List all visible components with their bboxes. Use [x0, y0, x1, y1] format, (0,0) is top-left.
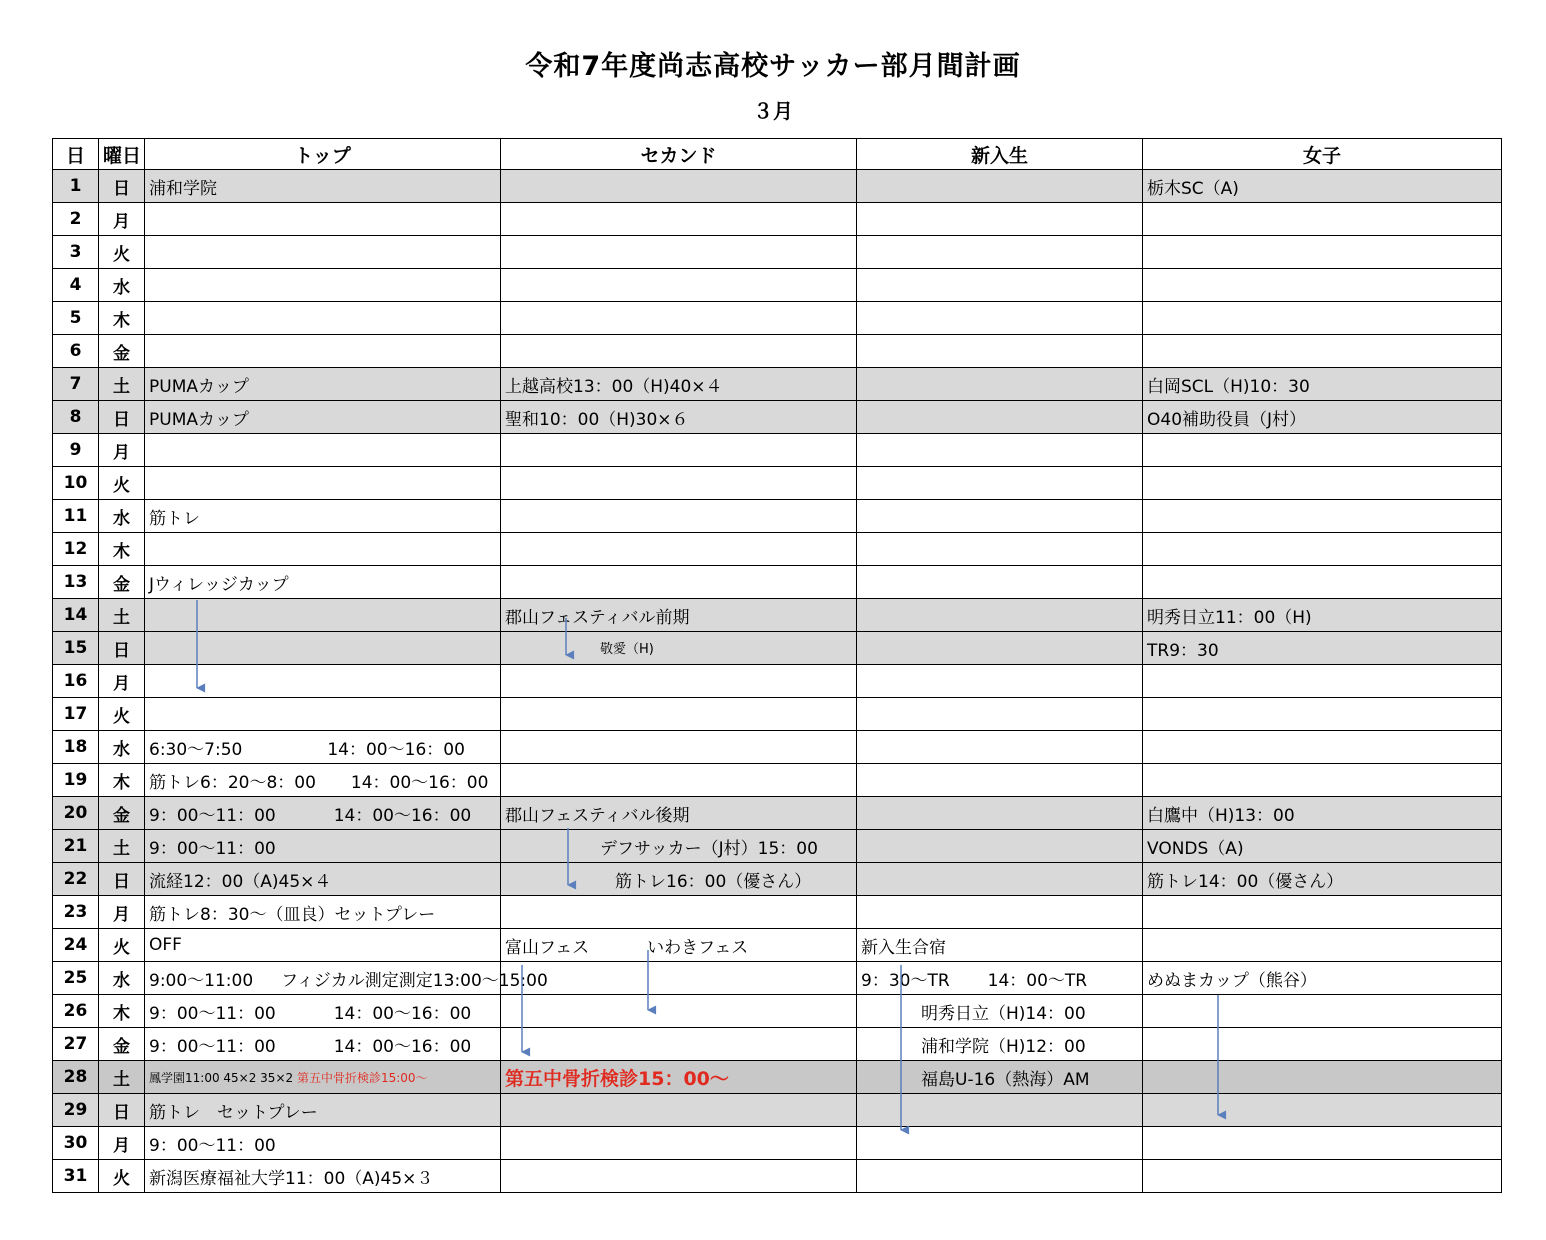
table-row — [53, 1028, 1502, 1061]
table-row — [53, 335, 1502, 368]
day-cell: 3 — [53, 236, 99, 269]
girls-cell: 明秀日立11：00（H) — [1143, 599, 1502, 632]
dow-cell: 土 — [99, 1061, 145, 1094]
dow-cell: 木 — [99, 533, 145, 566]
top-cell: Jウィレッジカップ — [145, 566, 501, 599]
day-cell: 7 — [53, 368, 99, 401]
second-cell — [501, 1160, 857, 1193]
girls-cell — [1143, 434, 1502, 467]
top-cell-time-a: 9：00～11：00 — [149, 1003, 276, 1024]
girls-cell: TR9：30 — [1143, 632, 1502, 665]
dow-cell: 月 — [99, 203, 145, 236]
day-cell: 8 — [53, 401, 99, 434]
top-cell: 新潟医療福祉大学11：00（A)45×３ — [145, 1160, 501, 1193]
top-cell-time-a: 9：00～11：00 — [149, 1036, 276, 1057]
table-row — [53, 1127, 1502, 1160]
girls-cell: 筋トレ14：00（優さん） — [1143, 863, 1502, 896]
dow-cell: 土 — [99, 368, 145, 401]
newcomer-cell — [857, 434, 1143, 467]
header-row — [53, 139, 1502, 170]
top-cell — [145, 1028, 501, 1061]
dow-cell: 月 — [99, 434, 145, 467]
top-cell — [145, 797, 501, 830]
table-row — [53, 203, 1502, 236]
header-dow: 曜日 — [99, 139, 145, 170]
second-cell — [501, 632, 857, 665]
top-cell — [145, 599, 501, 632]
table-row — [53, 1094, 1502, 1127]
second-cell — [501, 1094, 857, 1127]
dow-cell: 日 — [99, 632, 145, 665]
newcomer-cell — [857, 1127, 1143, 1160]
top-cell-time-b: 14：00～16：00 — [350, 772, 489, 793]
dow-cell: 日 — [99, 170, 145, 203]
table-row — [53, 995, 1502, 1028]
table-row — [53, 863, 1502, 896]
day-cell: 27 — [53, 1028, 99, 1061]
dow-cell: 日 — [99, 863, 145, 896]
top-cell-time-a: 6:30～7:50 — [149, 739, 243, 760]
table-row — [53, 665, 1502, 698]
newcomer-cell-time-a: 9：30～TR — [861, 970, 950, 991]
newcomer-cell — [857, 269, 1143, 302]
newcomer-cell — [857, 962, 1143, 995]
top-cell-time-b: 14：00～16：00 — [327, 739, 465, 760]
day-cell: 17 — [53, 698, 99, 731]
second-cell — [501, 863, 857, 896]
second-cell-medical-note: 第五中骨折検診15：00～ — [505, 1067, 729, 1090]
girls-cell — [1143, 731, 1502, 764]
second-cell — [501, 236, 857, 269]
second-cell — [501, 830, 857, 863]
table-row — [53, 269, 1502, 302]
dow-cell: 金 — [99, 1028, 145, 1061]
table-row — [53, 434, 1502, 467]
newcomer-cell-text: 福島U-16（熱海）AM — [921, 1069, 1090, 1090]
top-cell: PUMAカップ — [145, 368, 501, 401]
header-girls: 女子 — [1143, 139, 1502, 170]
day-cell: 31 — [53, 1160, 99, 1193]
table-row — [53, 236, 1502, 269]
newcomer-cell — [857, 797, 1143, 830]
newcomer-cell-text: 明秀日立（H)14：00 — [921, 1003, 1086, 1024]
top-cell: 9：00～11：00 — [145, 830, 501, 863]
girls-cell — [1143, 467, 1502, 500]
table-row — [53, 467, 1502, 500]
dow-cell: 火 — [99, 929, 145, 962]
top-cell: OFF — [145, 929, 501, 962]
dow-cell: 月 — [99, 896, 145, 929]
girls-cell — [1143, 533, 1502, 566]
top-cell-time-a: 筋トレ6：20～8：00 — [149, 772, 316, 793]
table-row — [53, 731, 1502, 764]
top-cell: 筋トレ8：30～（皿良）セットプレー — [145, 896, 501, 929]
second-cell — [501, 434, 857, 467]
table-row — [53, 533, 1502, 566]
dow-cell: 土 — [99, 599, 145, 632]
newcomer-cell-text: 浦和学院（H)12：00 — [921, 1036, 1086, 1057]
month-label: ３月 — [753, 99, 793, 123]
table-row — [53, 632, 1502, 665]
dow-cell: 月 — [99, 665, 145, 698]
newcomer-cell — [857, 1061, 1143, 1094]
newcomer-cell — [857, 566, 1143, 599]
second-cell: 郡山フェスティバル後期 — [501, 797, 857, 830]
newcomer-cell — [857, 896, 1143, 929]
day-cell: 2 — [53, 203, 99, 236]
girls-cell — [1143, 500, 1502, 533]
newcomer-cell — [857, 368, 1143, 401]
top-cell: 9：00～11：00 — [145, 1127, 501, 1160]
dow-cell: 日 — [99, 1094, 145, 1127]
second-cell — [501, 500, 857, 533]
header-second: セカンド — [501, 139, 857, 170]
dow-cell: 木 — [99, 764, 145, 797]
dow-cell: 火 — [99, 236, 145, 269]
day-cell: 13 — [53, 566, 99, 599]
second-cell — [501, 467, 857, 500]
page-title: 令和7年度尚志高校サッカー部月間計画 — [525, 51, 1021, 82]
table-row — [53, 830, 1502, 863]
day-cell: 12 — [53, 533, 99, 566]
newcomer-cell — [857, 764, 1143, 797]
second-cell — [501, 533, 857, 566]
dow-cell: 火 — [99, 467, 145, 500]
dow-cell: 水 — [99, 962, 145, 995]
top-cell — [145, 764, 501, 797]
top-cell — [145, 962, 548, 995]
newcomer-cell — [857, 698, 1143, 731]
top-cell-time-b: フィジカル測定測定13:00～15:00 — [281, 970, 548, 991]
day-cell: 23 — [53, 896, 99, 929]
girls-cell — [1143, 566, 1502, 599]
girls-cell — [1143, 335, 1502, 368]
table-row — [53, 368, 1502, 401]
day-cell: 14 — [53, 599, 99, 632]
day-cell: 22 — [53, 863, 99, 896]
day-cell: 18 — [53, 731, 99, 764]
second-cell — [501, 929, 857, 962]
newcomer-cell — [857, 1094, 1143, 1127]
top-cell — [145, 632, 501, 665]
day-cell: 29 — [53, 1094, 99, 1127]
second-cell-event-a: 富山フェス — [505, 937, 590, 958]
newcomer-cell — [857, 830, 1143, 863]
dow-cell: 火 — [99, 1160, 145, 1193]
day-cell: 11 — [53, 500, 99, 533]
newcomer-cell — [857, 401, 1143, 434]
girls-cell — [1143, 698, 1502, 731]
girls-cell — [1143, 665, 1502, 698]
top-cell-time-a: 9：00～11：00 — [149, 805, 276, 826]
girls-cell: めぬまカップ（熊谷） — [1143, 962, 1502, 995]
top-cell — [145, 203, 501, 236]
second-cell: 郡山フェスティバル前期 — [501, 599, 857, 632]
newcomer-cell — [857, 467, 1143, 500]
girls-cell — [1143, 1028, 1502, 1061]
newcomer-cell — [857, 632, 1143, 665]
table-row — [53, 500, 1502, 533]
top-cell — [145, 434, 501, 467]
top-cell — [145, 335, 501, 368]
dow-cell: 木 — [99, 302, 145, 335]
girls-cell — [1143, 1094, 1502, 1127]
dow-cell: 土 — [99, 830, 145, 863]
table-row — [53, 929, 1502, 962]
second-cell — [501, 665, 857, 698]
newcomer-cell — [857, 533, 1143, 566]
dow-cell: 水 — [99, 269, 145, 302]
day-cell: 28 — [53, 1061, 99, 1094]
newcomer-cell — [857, 500, 1143, 533]
dow-cell: 金 — [99, 566, 145, 599]
table-row — [53, 797, 1502, 830]
dow-cell: 金 — [99, 335, 145, 368]
top-cell: 筋トレ セットプレー — [145, 1094, 501, 1127]
newcomer-cell — [857, 1028, 1143, 1061]
second-cell-text: デフサッカー（J村）15：00 — [600, 838, 818, 859]
newcomer-cell — [857, 731, 1143, 764]
top-cell — [145, 533, 501, 566]
top-cell — [145, 698, 501, 731]
girls-cell: O40補助役員（J村） — [1143, 401, 1502, 434]
table-row — [53, 302, 1502, 335]
table-row — [53, 170, 1502, 203]
table-row — [53, 1061, 1502, 1094]
top-cell: PUMAカップ — [145, 401, 501, 434]
day-cell: 20 — [53, 797, 99, 830]
dow-cell: 木 — [99, 995, 145, 1028]
day-cell: 30 — [53, 1127, 99, 1160]
second-cell — [501, 203, 857, 236]
header-day: 日 — [53, 139, 99, 170]
day-cell: 25 — [53, 962, 99, 995]
top-cell — [145, 302, 501, 335]
table-row — [53, 1160, 1502, 1193]
second-cell — [501, 335, 857, 368]
table-row — [53, 896, 1502, 929]
top-cell: 流経12：00（A)45×４ — [145, 863, 501, 896]
table-row — [53, 698, 1502, 731]
schedule-table — [52, 138, 1502, 1193]
newcomer-cell — [857, 995, 1143, 1028]
newcomer-cell — [857, 203, 1143, 236]
day-cell: 21 — [53, 830, 99, 863]
second-cell — [501, 995, 857, 1028]
second-cell — [501, 269, 857, 302]
newcomer-cell — [857, 335, 1143, 368]
day-cell: 19 — [53, 764, 99, 797]
girls-cell — [1143, 302, 1502, 335]
day-cell: 26 — [53, 995, 99, 1028]
girls-cell — [1143, 1127, 1502, 1160]
girls-cell — [1143, 269, 1502, 302]
top-cell-match: 鳳学園11:00 45×2 35×2 — [149, 1070, 294, 1085]
second-cell — [501, 698, 857, 731]
girls-cell: 栃木SC（A) — [1143, 170, 1502, 203]
day-cell: 5 — [53, 302, 99, 335]
day-cell: 1 — [53, 170, 99, 203]
table-row — [53, 401, 1502, 434]
girls-cell — [1143, 236, 1502, 269]
dow-cell: 日 — [99, 401, 145, 434]
second-cell-text: 敬愛（H) — [600, 642, 654, 657]
day-cell: 16 — [53, 665, 99, 698]
second-cell — [501, 962, 857, 995]
girls-cell — [1143, 764, 1502, 797]
top-cell-time-b: 14：00～16：00 — [333, 1003, 472, 1024]
girls-cell — [1143, 929, 1502, 962]
table-row — [53, 962, 1502, 995]
girls-cell — [1143, 203, 1502, 236]
second-cell — [501, 1061, 857, 1094]
girls-cell: VONDS（A) — [1143, 830, 1502, 863]
header-newcomer: 新入生 — [857, 139, 1143, 170]
second-cell: 上越高校13：00（H)40×４ — [501, 368, 857, 401]
second-cell — [501, 1127, 857, 1160]
girls-cell — [1143, 896, 1502, 929]
top-cell: 筋トレ — [145, 500, 501, 533]
table-row — [53, 566, 1502, 599]
second-cell-text: 筋トレ16：00（優さん） — [615, 871, 812, 892]
newcomer-cell — [857, 236, 1143, 269]
day-cell: 6 — [53, 335, 99, 368]
dow-cell: 月 — [99, 1127, 145, 1160]
girls-cell — [1143, 1160, 1502, 1193]
girls-cell: 白岡SCL（H)10：30 — [1143, 368, 1502, 401]
day-cell: 15 — [53, 632, 99, 665]
table-row — [53, 599, 1502, 632]
dow-cell: 火 — [99, 698, 145, 731]
day-cell: 24 — [53, 929, 99, 962]
newcomer-cell: 新入生合宿 — [857, 929, 1143, 962]
dow-cell: 金 — [99, 797, 145, 830]
second-cell — [501, 170, 857, 203]
second-cell — [501, 896, 857, 929]
day-cell: 10 — [53, 467, 99, 500]
top-cell: 浦和学院 — [145, 170, 501, 203]
dow-cell: 水 — [99, 500, 145, 533]
dow-cell: 水 — [99, 731, 145, 764]
second-cell-event-b: いわきフェス — [647, 937, 749, 958]
day-cell: 9 — [53, 434, 99, 467]
girls-cell — [1143, 1061, 1502, 1094]
newcomer-cell — [857, 863, 1143, 896]
header-top: トップ — [145, 139, 501, 170]
second-cell: 聖和10：00（H)30×６ — [501, 401, 857, 434]
day-cell: 4 — [53, 269, 99, 302]
newcomer-cell — [857, 302, 1143, 335]
girls-cell: 白鷹中（H)13：00 — [1143, 797, 1502, 830]
girls-cell — [1143, 995, 1502, 1028]
top-cell-time-a: 9:00～11:00 — [149, 970, 254, 991]
top-cell — [145, 731, 501, 764]
top-cell — [145, 269, 501, 302]
second-cell — [501, 1028, 857, 1061]
table-row — [53, 764, 1502, 797]
top-cell — [145, 995, 501, 1028]
newcomer-cell — [857, 1160, 1143, 1193]
top-cell — [145, 236, 501, 269]
second-cell — [501, 764, 857, 797]
top-cell — [145, 665, 501, 698]
top-cell — [145, 467, 501, 500]
top-cell-time-b: 14：00～16：00 — [333, 805, 472, 826]
top-cell — [145, 1061, 501, 1094]
newcomer-cell — [857, 599, 1143, 632]
top-cell-time-b: 14：00～16：00 — [333, 1036, 472, 1057]
top-cell-medical-note: 第五中骨折検診15:00～ — [296, 1070, 428, 1085]
newcomer-cell — [857, 665, 1143, 698]
newcomer-cell — [857, 170, 1143, 203]
second-cell — [501, 731, 857, 764]
second-cell — [501, 566, 857, 599]
newcomer-cell-time-b: 14：00～TR — [987, 970, 1088, 991]
second-cell — [501, 302, 857, 335]
